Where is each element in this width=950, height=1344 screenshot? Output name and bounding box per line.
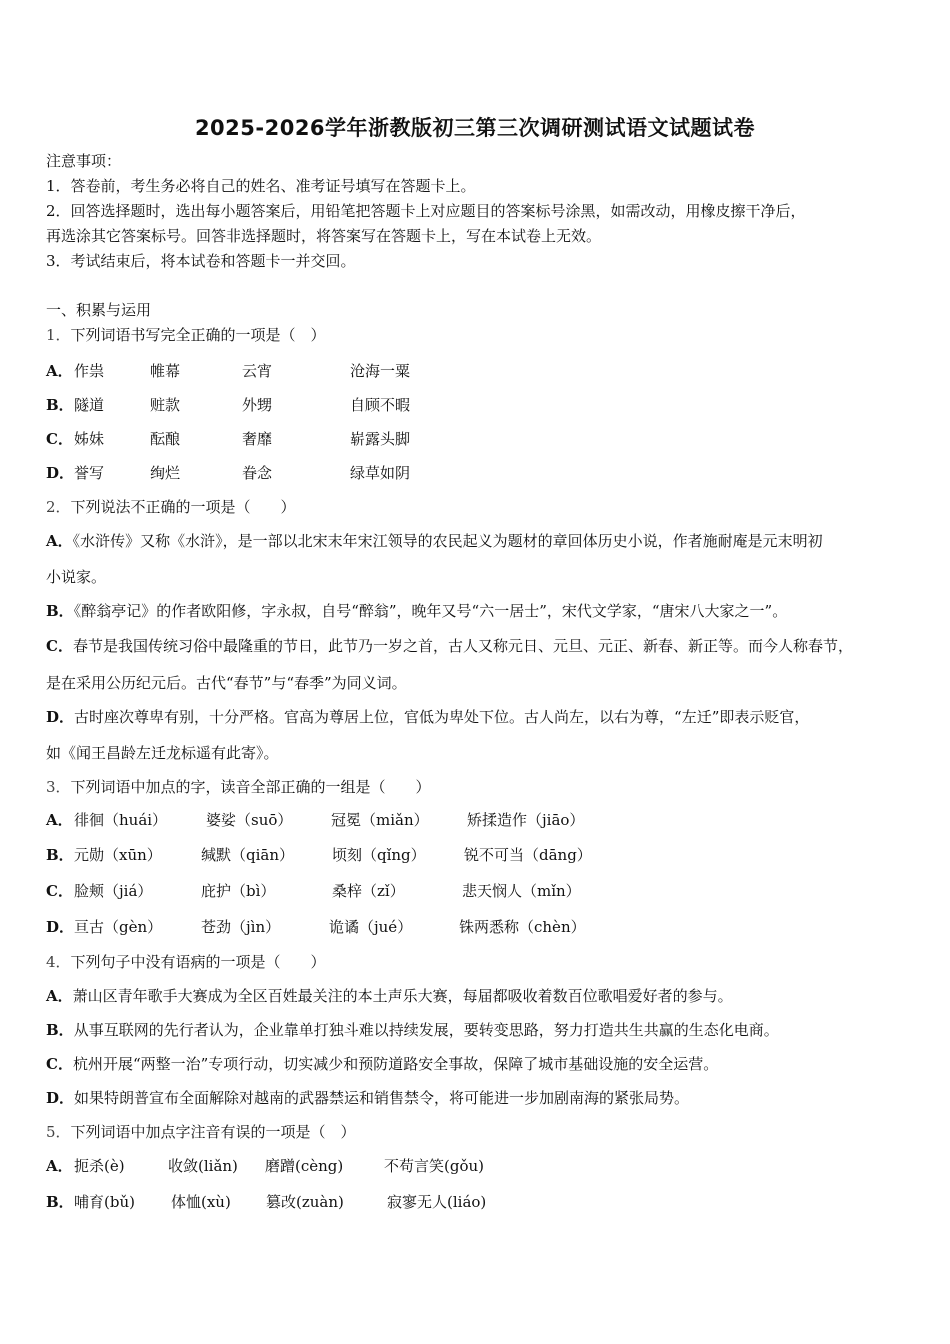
option-word: 帷幕	[150, 362, 181, 380]
option-text: 《醉翁亭记》的作者欧阳修，字永叔，自号“醉翁”，晚年又号“六一居士”，宋代文学家，“唐宋八大家之一”。	[73, 602, 788, 620]
option-word: 绿草如阴	[350, 464, 411, 482]
option-word: 体恤(xù)	[171, 1193, 231, 1211]
option-label: C．	[46, 637, 73, 655]
option-word: 寂寥无人(liáo)	[387, 1193, 487, 1211]
option-label: B．	[46, 1193, 74, 1211]
option-label: C．	[46, 1055, 73, 1073]
question-text: 下列词语书写完全正确的一项是（ ）	[70, 326, 326, 344]
notice-item: 3．考试结束后，将本试卷和答题卡一并交回。	[46, 252, 356, 270]
question-text: 下列句子中没有语病的一项是（ ）	[70, 953, 326, 971]
option-word: 脸颊（jiá）	[74, 882, 153, 900]
option-word: 徘徊（huái）	[74, 811, 168, 829]
q2-option-b	[46, 601, 787, 621]
option-text: 杭州开展“两整一治”专项行动，切实减少和预防道路安全事故，保障了城市基础设施的安全运营。	[72, 1055, 719, 1073]
option-word: 桑梓（zǐ）	[332, 882, 405, 900]
option-word: 自顾不暇	[350, 396, 411, 414]
question-text: 下列词语中加点字注音有误的一项是（ ）	[70, 1123, 356, 1141]
option-label: B．	[46, 396, 74, 414]
option-label: A．	[46, 987, 73, 1005]
q4-option-d	[46, 1088, 689, 1108]
option-word: 缄默（qiān）	[201, 846, 295, 864]
q2-option-d-line2: 如《闻王昌龄左迁龙标遥有此寄》。	[46, 744, 279, 762]
question-number: 4．	[46, 953, 71, 971]
option-word: 外甥	[242, 396, 273, 414]
option-label: B．	[46, 602, 74, 620]
question-text: 下列词语中加点的字，读音全部正确的一组是（ ）	[70, 778, 431, 796]
question-number: 1．	[46, 326, 71, 344]
q2-option-a-line1	[46, 531, 823, 551]
notice-item: 2．回答选择题时，选出每小题答案后，用铅笔把答题卡上对应题目的答案标号涂黑，如需改动，用橡皮擦干净后，	[46, 202, 806, 220]
option-word: 磨蹭(cèng)	[265, 1157, 344, 1175]
option-word: 悲天悯人（mǐn）	[462, 882, 581, 900]
option-label: D．	[46, 708, 75, 726]
q4-option-c	[46, 1054, 718, 1074]
option-word: 崭露头脚	[350, 430, 411, 448]
option-label: B．	[46, 846, 74, 864]
option-word: 矫揉造作（jiāo）	[467, 811, 585, 829]
question-number: 5．	[46, 1123, 71, 1141]
option-text: 如果特朗普宣布全面解除对越南的武器禁运和销售禁令，将可能进一步加剧南海的紧张局势。	[74, 1089, 690, 1107]
option-word: 亘古（gèn）	[74, 918, 163, 936]
option-label: A．	[46, 811, 73, 829]
option-text: 古时座次尊卑有别，十分严格。官高为尊居上位，官低为卑处下位。古人尚左，以右为尊，“左迁”即表示贬官，	[74, 708, 810, 726]
q2-option-d-line1	[46, 707, 809, 727]
option-label: A．	[46, 362, 73, 380]
option-word: 顷刻（qǐng）	[332, 846, 426, 864]
option-word: 庇护（bì）	[201, 882, 276, 900]
option-word: 扼杀(è)	[74, 1157, 125, 1175]
option-word: 元勋（xūn）	[74, 846, 162, 864]
option-label: A．	[46, 532, 73, 550]
option-label: C．	[46, 882, 73, 900]
notice-heading: 注意事项：	[46, 152, 122, 170]
option-word: 作祟	[74, 362, 105, 380]
option-word: 锐不可当（dāng）	[464, 846, 592, 864]
option-word: 收敛(liǎn)	[168, 1157, 238, 1175]
option-word: 酝酿	[150, 430, 181, 448]
section-heading: 一、积累与运用	[46, 301, 152, 319]
option-label: D．	[46, 1089, 75, 1107]
question-5-stem	[46, 1122, 356, 1142]
q2-option-a-line2: 小说家。	[46, 568, 107, 586]
option-word: 诡谲（jué）	[329, 918, 413, 936]
option-word: 奢靡	[242, 430, 273, 448]
option-word: 沧海一粟	[350, 362, 411, 380]
option-text: 从事互联网的先行者认为，企业靠单打独斗难以持续发展，要转变思路，努力打造共生共赢的生态化电商。	[73, 1021, 779, 1039]
option-text: 春节是我国传统习俗中最隆重的节日，此节乃一岁之首，古人又称元日、元旦、元正、新春、新正等。而今人称春节，	[72, 637, 853, 655]
option-word: 隧道	[74, 396, 105, 414]
option-text: 萧山区青年歌手大赛成为全区百姓最关注的本土声乐大赛，每届都吸收着数百位歌唱爱好者的参与。	[72, 987, 733, 1005]
notice-item: 再选涂其它答案标号。回答非选择题时，将答案写在答题卡上，写在本试卷上无效。	[46, 227, 602, 245]
option-word: 婆娑（suō）	[206, 811, 293, 829]
option-word: 誉写	[74, 464, 105, 482]
question-4-stem	[46, 952, 326, 972]
q2-option-c-line1	[46, 636, 853, 656]
q2-option-c-line2: 是在采用公历纪元后。古代“春节”与“春季”为同义词。	[46, 674, 407, 692]
question-text: 下列说法不正确的一项是（ ）	[70, 498, 296, 516]
question-number: 3．	[46, 778, 71, 796]
option-label: A．	[46, 1157, 73, 1175]
option-text: 《水浒传》又称《水浒》，是一部以北宋末年宋江领导的农民起义为题材的章回体历史小说，作者施耐庵是元末明初	[72, 532, 823, 550]
question-3-stem	[46, 777, 431, 797]
option-word: 不苟言笑(gǒu)	[384, 1157, 484, 1175]
option-word: 姊妹	[74, 430, 105, 448]
notice-item: 1．答卷前，考生务必将自己的姓名、准考证号填写在答题卡上。	[46, 177, 476, 195]
option-word: 冠冕（miǎn）	[331, 811, 429, 829]
option-label: D．	[46, 464, 75, 482]
option-word: 篡改(zuàn)	[266, 1193, 344, 1211]
option-word: 眷念	[242, 464, 273, 482]
option-word: 苍劲（jìn）	[201, 918, 281, 936]
option-label: C．	[46, 430, 73, 448]
option-word: 赃款	[150, 396, 181, 414]
option-word: 哺育(bǔ)	[74, 1193, 135, 1211]
option-word: 云宵	[242, 362, 273, 380]
option-word: 铢两悉称（chèn）	[459, 918, 586, 936]
q4-option-a	[46, 986, 733, 1006]
option-label: D．	[46, 918, 75, 936]
question-2-stem	[46, 497, 296, 517]
question-number: 2．	[46, 498, 71, 516]
question-1-stem	[46, 325, 326, 345]
option-label: B．	[46, 1021, 74, 1039]
page-title: 2025-2026学年浙教版初三第三次调研测试语文试题试卷	[194, 116, 756, 140]
option-word: 绚烂	[150, 464, 181, 482]
q4-option-b	[46, 1020, 779, 1040]
